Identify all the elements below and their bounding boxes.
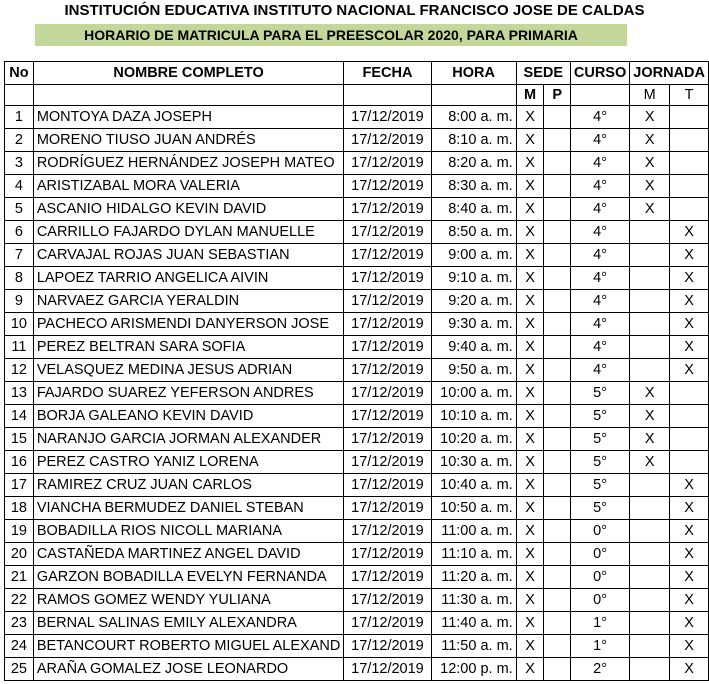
jornada-m-mark xyxy=(630,474,670,497)
subheader-empty xyxy=(33,85,344,106)
enroll-date: 17/12/2019 xyxy=(344,152,431,175)
enroll-date: 17/12/2019 xyxy=(344,589,431,612)
course: 0° xyxy=(570,566,629,589)
row-number: 7 xyxy=(5,244,34,267)
jornada-m-mark xyxy=(630,359,670,382)
enroll-time: 8:20 a. m. xyxy=(431,152,516,175)
subheader-empty xyxy=(431,85,516,106)
enroll-time: 9:50 a. m. xyxy=(431,359,516,382)
enroll-date: 17/12/2019 xyxy=(344,405,431,428)
enroll-time: 8:30 a. m. xyxy=(431,175,516,198)
schedule-subtitle: HORARIO DE MATRICULA PARA EL PREESCOLAR 2020, PARA PRIMARIA xyxy=(35,24,627,46)
enroll-time: 10:40 a. m. xyxy=(431,474,516,497)
student-name: RAMOS GOMEZ WENDY YULIANA xyxy=(33,589,344,612)
enroll-time: 12:00 p. m. xyxy=(431,658,516,681)
student-name: PACHECO ARISMENDI DANYERSON JOSE xyxy=(33,313,344,336)
jornada-t-mark: X xyxy=(670,612,709,635)
enroll-time: 8:10 a. m. xyxy=(431,129,516,152)
course: 4° xyxy=(570,198,629,221)
sede-p-mark xyxy=(544,221,570,244)
row-number: 16 xyxy=(5,451,34,474)
course: 4° xyxy=(570,359,629,382)
jornada-t-mark: X xyxy=(670,566,709,589)
table-row xyxy=(5,267,709,290)
subheader-jornada-m: M xyxy=(630,85,670,106)
jornada-t-mark: X xyxy=(670,520,709,543)
enroll-date: 17/12/2019 xyxy=(344,198,431,221)
sede-m-mark: X xyxy=(516,175,544,198)
subheader-sede-p: P xyxy=(544,85,570,106)
sede-p-mark xyxy=(544,336,570,359)
enroll-time: 11:30 a. m. xyxy=(431,589,516,612)
table-row xyxy=(5,382,709,405)
student-name: ASCANIO HIDALGO KEVIN DAVID xyxy=(33,198,344,221)
table-row xyxy=(5,244,709,267)
student-name: VIANCHA BERMUDEZ DANIEL STEBAN xyxy=(33,497,344,520)
sede-m-mark: X xyxy=(516,198,544,221)
sede-p-mark xyxy=(544,474,570,497)
subheader-sede-m: M xyxy=(516,85,544,106)
jornada-t-mark xyxy=(670,451,709,474)
course: 4° xyxy=(570,221,629,244)
row-number: 25 xyxy=(5,658,34,681)
sede-p-mark xyxy=(544,451,570,474)
enroll-date: 17/12/2019 xyxy=(344,451,431,474)
sede-m-mark: X xyxy=(516,451,544,474)
row-number: 20 xyxy=(5,543,34,566)
enroll-time: 8:00 a. m. xyxy=(431,106,516,129)
table-row xyxy=(5,658,709,681)
enroll-date: 17/12/2019 xyxy=(344,658,431,681)
row-number: 10 xyxy=(5,313,34,336)
student-name: LAPOEZ TARRIO ANGELICA AIVIN xyxy=(33,267,344,290)
sede-m-mark: X xyxy=(516,612,544,635)
sede-m-mark: X xyxy=(516,428,544,451)
table-row xyxy=(5,175,709,198)
jornada-t-mark: X xyxy=(670,267,709,290)
row-number: 22 xyxy=(5,589,34,612)
course: 5° xyxy=(570,474,629,497)
table-row xyxy=(5,566,709,589)
sede-p-mark xyxy=(544,497,570,520)
enroll-time: 10:30 a. m. xyxy=(431,451,516,474)
sede-p-mark xyxy=(544,244,570,267)
student-name: BERNAL SALINAS EMILY ALEXANDRA xyxy=(33,612,344,635)
subheader-empty xyxy=(570,85,629,106)
jornada-m-mark xyxy=(630,497,670,520)
student-name: ARAÑA GOMALEZ JOSE LEONARDO xyxy=(33,658,344,681)
enroll-time: 9:40 a. m. xyxy=(431,336,516,359)
sede-m-mark: X xyxy=(516,313,544,336)
enroll-date: 17/12/2019 xyxy=(344,543,431,566)
table-row xyxy=(5,313,709,336)
enroll-time: 9:10 a. m. xyxy=(431,267,516,290)
sede-m-mark: X xyxy=(516,543,544,566)
sede-p-mark xyxy=(544,428,570,451)
row-number: 6 xyxy=(5,221,34,244)
row-number: 13 xyxy=(5,382,34,405)
course: 4° xyxy=(570,267,629,290)
enroll-time: 11:00 a. m. xyxy=(431,520,516,543)
sede-m-mark: X xyxy=(516,290,544,313)
row-number: 18 xyxy=(5,497,34,520)
student-name: CASTAÑEDA MARTINEZ ANGEL DAVID xyxy=(33,543,344,566)
enroll-time: 9:00 a. m. xyxy=(431,244,516,267)
student-name: RAMIREZ CRUZ JUAN CARLOS xyxy=(33,474,344,497)
row-number: 17 xyxy=(5,474,34,497)
jornada-t-mark xyxy=(670,382,709,405)
enroll-date: 17/12/2019 xyxy=(344,313,431,336)
table-row xyxy=(5,474,709,497)
row-number: 19 xyxy=(5,520,34,543)
student-name: ARISTIZABAL MORA VALERIA xyxy=(33,175,344,198)
sede-m-mark: X xyxy=(516,267,544,290)
jornada-m-mark xyxy=(630,336,670,359)
sede-p-mark xyxy=(544,267,570,290)
student-name: BOBADILLA RIOS NICOLL MARIANA xyxy=(33,520,344,543)
jornada-m-mark xyxy=(630,658,670,681)
jornada-m-mark xyxy=(630,566,670,589)
enroll-time: 11:20 a. m. xyxy=(431,566,516,589)
enroll-date: 17/12/2019 xyxy=(344,612,431,635)
table-row xyxy=(5,221,709,244)
table-row xyxy=(5,612,709,635)
jornada-t-mark xyxy=(670,175,709,198)
jornada-m-mark xyxy=(630,313,670,336)
jornada-m-mark xyxy=(630,221,670,244)
course: 5° xyxy=(570,382,629,405)
enroll-time: 11:10 a. m. xyxy=(431,543,516,566)
enroll-time: 10:00 a. m. xyxy=(431,382,516,405)
enroll-date: 17/12/2019 xyxy=(344,221,431,244)
student-name: MONTOYA DAZA JOSEPH xyxy=(33,106,344,129)
table-row xyxy=(5,405,709,428)
jornada-m-mark xyxy=(630,520,670,543)
sede-m-mark: X xyxy=(516,359,544,382)
sede-m-mark: X xyxy=(516,336,544,359)
row-number: 3 xyxy=(5,152,34,175)
sede-m-mark: X xyxy=(516,635,544,658)
sede-p-mark xyxy=(544,382,570,405)
jornada-t-mark xyxy=(670,198,709,221)
sede-p-mark xyxy=(544,635,570,658)
jornada-m-mark xyxy=(630,635,670,658)
jornada-m-mark: X xyxy=(630,405,670,428)
enroll-time: 8:50 a. m. xyxy=(431,221,516,244)
enroll-date: 17/12/2019 xyxy=(344,106,431,129)
student-name: NARVAEZ GARCIA YERALDIN xyxy=(33,290,344,313)
course: 4° xyxy=(570,336,629,359)
subheader-empty xyxy=(5,85,34,106)
jornada-t-mark: X xyxy=(670,290,709,313)
sede-m-mark: X xyxy=(516,152,544,175)
course: 2° xyxy=(570,658,629,681)
course: 1° xyxy=(570,612,629,635)
sede-p-mark xyxy=(544,198,570,221)
sede-p-mark xyxy=(544,543,570,566)
sede-p-mark xyxy=(544,175,570,198)
enroll-date: 17/12/2019 xyxy=(344,382,431,405)
enroll-date: 17/12/2019 xyxy=(344,566,431,589)
student-name: MORENO TIUSO JUAN ANDRÉS xyxy=(33,129,344,152)
jornada-t-mark xyxy=(670,152,709,175)
student-name: PEREZ CASTRO YANIZ LORENA xyxy=(33,451,344,474)
jornada-m-mark: X xyxy=(630,382,670,405)
jornada-m-mark: X xyxy=(630,175,670,198)
table-row xyxy=(5,428,709,451)
row-number: 9 xyxy=(5,290,34,313)
table-row xyxy=(5,589,709,612)
header-jornada: JORNADA xyxy=(630,62,709,85)
table-row xyxy=(5,152,709,175)
course: 4° xyxy=(570,106,629,129)
sede-p-mark xyxy=(544,359,570,382)
sede-m-mark: X xyxy=(516,405,544,428)
student-name: VELASQUEZ MEDINA JESUS ADRIAN xyxy=(33,359,344,382)
enroll-date: 17/12/2019 xyxy=(344,129,431,152)
row-number: 4 xyxy=(5,175,34,198)
table-row xyxy=(5,336,709,359)
course: 0° xyxy=(570,589,629,612)
jornada-t-mark: X xyxy=(670,244,709,267)
course: 5° xyxy=(570,451,629,474)
table-row xyxy=(5,520,709,543)
jornada-t-mark: X xyxy=(670,336,709,359)
subheader-empty xyxy=(344,85,431,106)
enroll-time: 10:20 a. m. xyxy=(431,428,516,451)
table-row xyxy=(5,290,709,313)
course: 4° xyxy=(570,129,629,152)
jornada-m-mark: X xyxy=(630,106,670,129)
table-row xyxy=(5,198,709,221)
header-sede: SEDE xyxy=(516,62,570,85)
jornada-t-mark: X xyxy=(670,221,709,244)
jornada-m-mark: X xyxy=(630,198,670,221)
sede-p-mark xyxy=(544,520,570,543)
jornada-m-mark xyxy=(630,267,670,290)
row-number: 8 xyxy=(5,267,34,290)
enroll-date: 17/12/2019 xyxy=(344,635,431,658)
course: 4° xyxy=(570,290,629,313)
course: 0° xyxy=(570,543,629,566)
enroll-date: 17/12/2019 xyxy=(344,267,431,290)
sede-m-mark: X xyxy=(516,566,544,589)
enrollment-table xyxy=(4,61,709,681)
row-number: 15 xyxy=(5,428,34,451)
enroll-date: 17/12/2019 xyxy=(344,497,431,520)
row-number: 21 xyxy=(5,566,34,589)
jornada-t-mark: X xyxy=(670,313,709,336)
row-number: 11 xyxy=(5,336,34,359)
header-row xyxy=(5,62,709,85)
jornada-t-mark: X xyxy=(670,658,709,681)
sede-p-mark xyxy=(544,658,570,681)
course: 4° xyxy=(570,152,629,175)
enroll-date: 17/12/2019 xyxy=(344,175,431,198)
enroll-time: 10:50 a. m. xyxy=(431,497,516,520)
enroll-date: 17/12/2019 xyxy=(344,336,431,359)
row-number: 14 xyxy=(5,405,34,428)
sede-p-mark xyxy=(544,129,570,152)
course: 0° xyxy=(570,520,629,543)
course: 4° xyxy=(570,313,629,336)
sede-m-mark: X xyxy=(516,497,544,520)
course: 4° xyxy=(570,175,629,198)
sede-p-mark xyxy=(544,589,570,612)
sede-m-mark: X xyxy=(516,589,544,612)
header-hora: HORA xyxy=(431,62,516,85)
course: 5° xyxy=(570,497,629,520)
jornada-m-mark: X xyxy=(630,152,670,175)
table-row xyxy=(5,106,709,129)
enroll-time: 10:10 a. m. xyxy=(431,405,516,428)
sede-m-mark: X xyxy=(516,221,544,244)
jornada-t-mark: X xyxy=(670,497,709,520)
sede-m-mark: X xyxy=(516,106,544,129)
enroll-time: 8:40 a. m. xyxy=(431,198,516,221)
jornada-t-mark xyxy=(670,129,709,152)
jornada-t-mark xyxy=(670,428,709,451)
row-number: 12 xyxy=(5,359,34,382)
jornada-t-mark xyxy=(670,106,709,129)
sede-p-mark xyxy=(544,566,570,589)
jornada-m-mark xyxy=(630,589,670,612)
table-row xyxy=(5,497,709,520)
row-number: 5 xyxy=(5,198,34,221)
jornada-m-mark xyxy=(630,612,670,635)
jornada-m-mark xyxy=(630,290,670,313)
enroll-date: 17/12/2019 xyxy=(344,520,431,543)
jornada-t-mark: X xyxy=(670,359,709,382)
student-name: BETANCOURT ROBERTO MIGUEL ALEXAND xyxy=(33,635,344,658)
enroll-date: 17/12/2019 xyxy=(344,244,431,267)
sede-p-mark xyxy=(544,405,570,428)
table-row xyxy=(5,129,709,152)
course: 5° xyxy=(570,428,629,451)
header-nombre: NOMBRE COMPLETO xyxy=(33,62,344,85)
enroll-time: 11:40 a. m. xyxy=(431,612,516,635)
jornada-m-mark: X xyxy=(630,451,670,474)
student-name: CARRILLO FAJARDO DYLAN MANUELLE xyxy=(33,221,344,244)
jornada-t-mark xyxy=(670,405,709,428)
student-name: GARZON BOBADILLA EVELYN FERNANDA xyxy=(33,566,344,589)
jornada-m-mark xyxy=(630,543,670,566)
sede-m-mark: X xyxy=(516,474,544,497)
student-name: BORJA GALEANO KEVIN DAVID xyxy=(33,405,344,428)
student-name: RODRÍGUEZ HERNÁNDEZ JOSEPH MATEO xyxy=(33,152,344,175)
enroll-time: 9:30 a. m. xyxy=(431,313,516,336)
sede-p-mark xyxy=(544,313,570,336)
jornada-t-mark: X xyxy=(670,474,709,497)
sede-m-mark: X xyxy=(516,244,544,267)
institution-title: INSTITUCIÓN EDUCATIVA INSTITUTO NACIONAL FRANCISCO JOSE DE CALDAS xyxy=(64,2,645,19)
subheader-jornada-t: T xyxy=(670,85,709,106)
sede-m-mark: X xyxy=(516,520,544,543)
sede-p-mark xyxy=(544,106,570,129)
sede-p-mark xyxy=(544,612,570,635)
course: 1° xyxy=(570,635,629,658)
enroll-time: 11:50 a. m. xyxy=(431,635,516,658)
course: 4° xyxy=(570,244,629,267)
row-number: 2 xyxy=(5,129,34,152)
sede-m-mark: X xyxy=(516,129,544,152)
enroll-date: 17/12/2019 xyxy=(344,290,431,313)
table-row xyxy=(5,359,709,382)
row-number: 23 xyxy=(5,612,34,635)
table-row xyxy=(5,635,709,658)
table-row xyxy=(5,451,709,474)
sede-p-mark xyxy=(544,152,570,175)
enroll-time: 9:20 a. m. xyxy=(431,290,516,313)
header-curso: CURSO xyxy=(570,62,629,85)
student-name: CARVAJAL ROJAS JUAN SEBASTIAN xyxy=(33,244,344,267)
table-row xyxy=(5,543,709,566)
jornada-t-mark: X xyxy=(670,635,709,658)
enroll-date: 17/12/2019 xyxy=(344,474,431,497)
student-name: NARANJO GARCIA JORMAN ALEXANDER xyxy=(33,428,344,451)
student-name: PEREZ BELTRAN SARA SOFIA xyxy=(33,336,344,359)
header-fecha: FECHA xyxy=(344,62,431,85)
sede-m-mark: X xyxy=(516,658,544,681)
course: 5° xyxy=(570,405,629,428)
student-name: FAJARDO SUAREZ YEFERSON ANDRES xyxy=(33,382,344,405)
row-number: 24 xyxy=(5,635,34,658)
jornada-m-mark xyxy=(630,244,670,267)
jornada-t-mark: X xyxy=(670,543,709,566)
row-number: 1 xyxy=(5,106,34,129)
header-no: No xyxy=(5,62,34,85)
jornada-m-mark: X xyxy=(630,129,670,152)
jornada-t-mark: X xyxy=(670,589,709,612)
sede-p-mark xyxy=(544,290,570,313)
enroll-date: 17/12/2019 xyxy=(344,359,431,382)
subheader-row xyxy=(5,85,709,106)
enroll-date: 17/12/2019 xyxy=(344,428,431,451)
sede-m-mark: X xyxy=(516,382,544,405)
jornada-m-mark: X xyxy=(630,428,670,451)
